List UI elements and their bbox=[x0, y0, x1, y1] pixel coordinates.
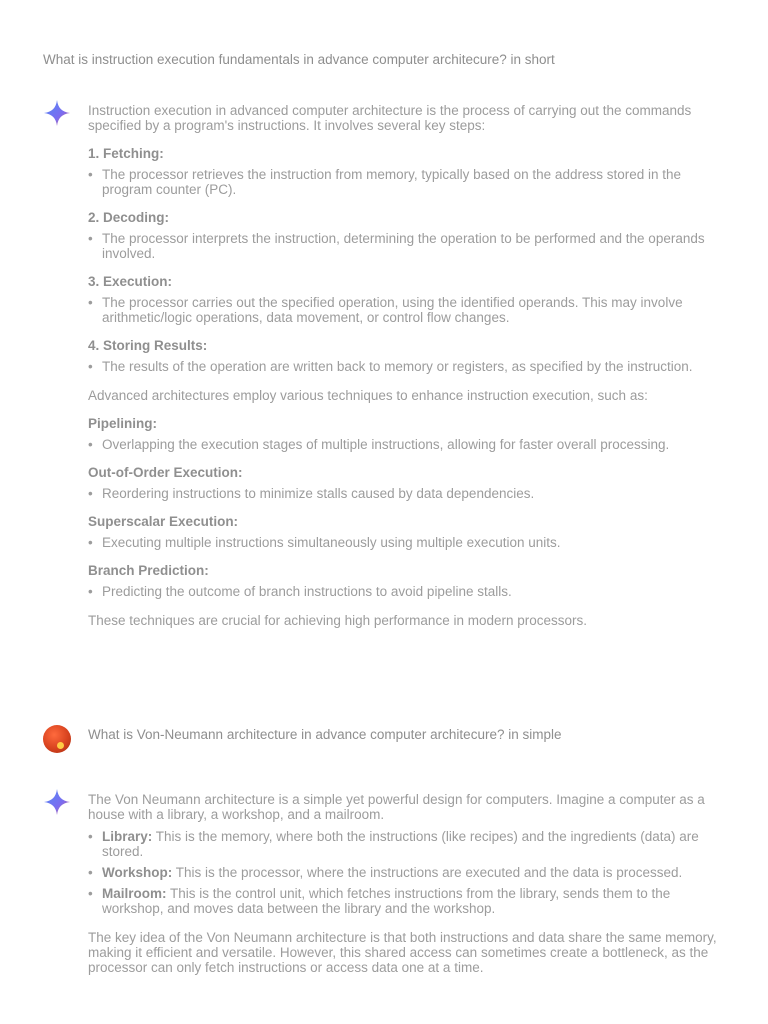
analogy-list bbox=[88, 829, 718, 916]
technique-heading: Superscalar Execution: bbox=[88, 514, 239, 529]
user-avatar bbox=[43, 725, 71, 753]
list-item: • Overlapping the execution stages of multiple instructions, allowing for faster overall processing. bbox=[102, 437, 718, 452]
techniques-intro: Advanced architectures employ various techniques to enhance instruction execution, such as: bbox=[88, 388, 648, 403]
list-item bbox=[102, 829, 718, 859]
technique-list bbox=[88, 486, 718, 501]
step-heading: 2. Decoding: bbox=[88, 210, 170, 225]
step-list bbox=[88, 231, 718, 261]
step-list bbox=[88, 167, 718, 197]
list-item: • Predicting the outcome of branch instructions to avoid pipeline stalls. bbox=[102, 584, 718, 599]
list-item: • Reordering instructions to minimize stalls caused by data dependencies. bbox=[102, 486, 718, 501]
response-intro: Instruction execution in advanced computer architecture is the process of carrying out the commands specified by a program's instructions. It involves several key steps: bbox=[88, 103, 692, 133]
assistant-response-2 bbox=[88, 792, 718, 975]
step-heading: 3. Execution: bbox=[88, 274, 173, 289]
list-item bbox=[102, 865, 718, 880]
sparkle-icon bbox=[43, 788, 71, 816]
item-text: This is the processor, where the instructions are executed and the data is processed. bbox=[172, 865, 683, 880]
assistant-response-1 bbox=[88, 103, 718, 628]
step-list bbox=[88, 295, 718, 325]
step-heading: 1. Fetching: bbox=[88, 146, 164, 161]
item-text: This is the control unit, which fetches instructions from the library, sends them to the workshop, and moves data between the library and the workshop. bbox=[102, 886, 671, 916]
technique-list bbox=[88, 437, 718, 452]
list-item: • Executing multiple instructions simultaneously using multiple execution units. bbox=[102, 535, 718, 550]
technique-list bbox=[88, 584, 718, 599]
user-prompt-2: What is Von-Neumann architecture in advance computer architecure? in simple bbox=[88, 727, 562, 742]
list-item bbox=[102, 886, 718, 916]
response-conclusion: The key idea of the Von Neumann architecture is that both instructions and data share the same memory, making it efficient and versatile. However, this shared access can sometimes create a bottleneck, as the processor can only fetch instructions or access data one at a time. bbox=[88, 930, 717, 975]
step-heading: 4. Storing Results: bbox=[88, 338, 208, 353]
item-term: Workshop: bbox=[102, 865, 173, 880]
list-item: • The results of the operation are written back to memory or registers, as specified by the instruction. bbox=[102, 359, 718, 374]
list-item: • The processor interprets the instruction, determining the operation to be performed and the operands involved. bbox=[102, 231, 718, 261]
item-term: Mailroom: bbox=[102, 886, 167, 901]
list-item: • The processor carries out the specified operation, using the identified operands. This may involve arithmetic/logic operations, data movement, or control flow changes. bbox=[102, 295, 718, 325]
technique-heading: Branch Prediction: bbox=[88, 563, 209, 578]
response-intro: The Von Neumann architecture is a simple yet powerful design for computers. Imagine a computer as a house with a library, a workshop, and a mailroom. bbox=[88, 792, 705, 822]
response-conclusion: These techniques are crucial for achieving high performance in modern processors. bbox=[88, 613, 588, 628]
step-list bbox=[88, 359, 718, 374]
item-term: Library: bbox=[102, 829, 153, 844]
list-item: • The processor retrieves the instruction from memory, typically based on the address stored in the program counter (PC). bbox=[102, 167, 718, 197]
technique-heading: Out-of-Order Execution: bbox=[88, 465, 243, 480]
user-prompt-1: What is instruction execution fundamentals in advance computer architecure? in short bbox=[43, 52, 555, 67]
avatar-dot bbox=[57, 742, 64, 749]
technique-heading: Pipelining: bbox=[88, 416, 157, 431]
sparkle-icon bbox=[43, 99, 71, 127]
technique-list bbox=[88, 535, 718, 550]
item-text: This is the memory, where both the instructions (like recipes) and the ingredients (data) are stored. bbox=[102, 829, 699, 859]
